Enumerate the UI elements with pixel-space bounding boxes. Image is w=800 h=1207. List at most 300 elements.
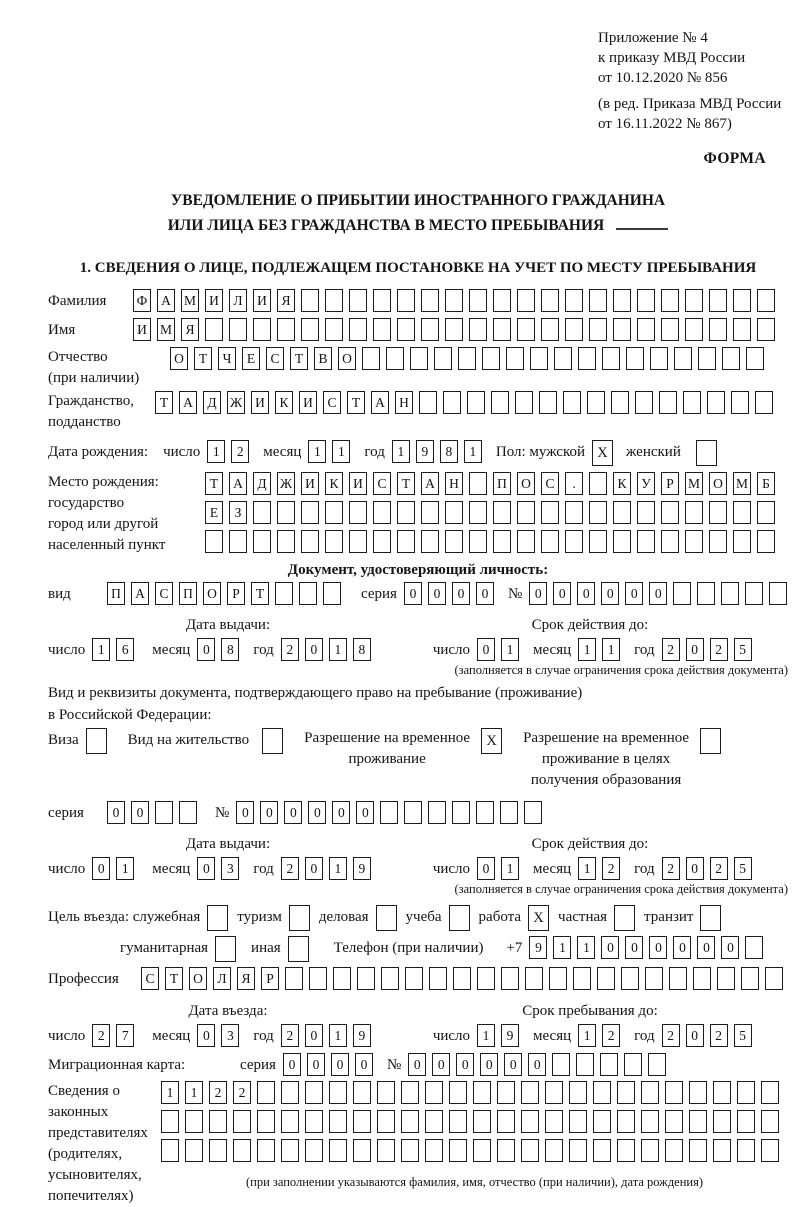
char-box — [449, 1110, 467, 1133]
char-box — [746, 347, 764, 370]
char-box: 9 — [501, 1024, 519, 1047]
field-label: месяц — [533, 1028, 572, 1044]
spacer — [490, 936, 506, 937]
char-box — [573, 967, 591, 990]
char-box — [229, 530, 247, 553]
char-box — [353, 1139, 371, 1162]
form-line — [48, 999, 788, 1023]
char-box — [349, 501, 367, 524]
char-box — [349, 289, 367, 312]
permit-valid-day-boxes — [477, 857, 525, 880]
field-label: месяц — [152, 861, 191, 877]
char-box: Т — [397, 472, 415, 495]
stay-year-boxes — [662, 1024, 758, 1047]
char-box: Т — [205, 472, 223, 495]
char-box: 1 — [329, 638, 347, 661]
char-box — [569, 1081, 587, 1104]
char-box: П — [493, 472, 511, 495]
char-box — [305, 1139, 323, 1162]
spacer — [155, 440, 163, 441]
char-box — [545, 1110, 563, 1133]
spacer — [385, 638, 433, 639]
char-box — [445, 501, 463, 524]
char-box — [445, 289, 463, 312]
field-label: число — [48, 1028, 86, 1044]
purpose-study-label: учеба — [405, 909, 442, 925]
issue-year-boxes — [281, 638, 377, 661]
char-box — [161, 1139, 179, 1162]
field-label: число — [48, 861, 86, 877]
firstname-label: Имя — [48, 322, 76, 338]
char-box — [576, 1053, 594, 1076]
field-label: серия — [361, 586, 397, 602]
char-box — [373, 289, 391, 312]
char-box: 2 — [710, 1024, 728, 1047]
char-box — [757, 501, 775, 524]
char-box — [709, 289, 727, 312]
char-box: 1 — [578, 857, 596, 880]
char-box — [600, 1053, 618, 1076]
permit-number-boxes — [236, 801, 548, 824]
char-box — [397, 318, 415, 341]
char-box — [626, 347, 644, 370]
char-box — [329, 1081, 347, 1104]
char-box — [545, 1139, 563, 1162]
char-box: С — [141, 967, 159, 990]
char-box — [301, 289, 319, 312]
char-box — [565, 318, 583, 341]
issue-date-heading: Дата выдачи: — [185, 617, 271, 633]
char-box: 2 — [92, 1024, 110, 1047]
char-box — [541, 530, 559, 553]
migration-card-label: Миграционная карта: — [48, 1057, 186, 1073]
char-box: 2 — [662, 638, 680, 661]
char-box: 0 — [480, 1053, 498, 1076]
char-box — [476, 801, 494, 824]
char-box: 2 — [710, 857, 728, 880]
appendix-line: Приложение № 4 — [598, 30, 708, 46]
field-label: (при наличии) — [48, 370, 140, 386]
char-box — [209, 1139, 227, 1162]
field-label: представителях — [48, 1125, 148, 1141]
field-label: город или другой — [48, 516, 159, 532]
char-box — [353, 1081, 371, 1104]
female-checkbox — [696, 440, 717, 466]
char-box: О — [203, 582, 221, 605]
birthplace-boxes — [205, 472, 781, 559]
char-box — [611, 391, 629, 414]
char-box — [698, 347, 716, 370]
temp-residence-label — [304, 728, 470, 770]
char-box: Б — [757, 472, 775, 495]
char-box — [155, 801, 173, 824]
purpose-official-label: Цель въезда: служебная — [48, 909, 201, 925]
char-box — [737, 1081, 755, 1104]
char-box: 7 — [116, 1024, 134, 1047]
char-box — [281, 1081, 299, 1104]
char-box: О — [338, 347, 356, 370]
permit-issue-month-boxes — [197, 857, 245, 880]
char-box — [745, 936, 763, 959]
char-box: 0 — [307, 1053, 325, 1076]
char-box — [524, 801, 542, 824]
char-box — [713, 1139, 731, 1162]
char-box: 0 — [305, 638, 323, 661]
char-box: М — [181, 289, 199, 312]
char-box: 0 — [197, 638, 215, 661]
char-box: 0 — [308, 801, 326, 824]
char-box — [405, 967, 423, 990]
purpose-work-checkbox: X — [528, 905, 549, 931]
form-title — [48, 188, 788, 238]
char-box: 0 — [197, 1024, 215, 1047]
char-box: 1 — [464, 440, 482, 463]
phone-boxes — [529, 936, 769, 959]
char-box — [757, 530, 775, 553]
form-line — [48, 967, 788, 991]
char-box — [469, 318, 487, 341]
field-label: число — [163, 444, 201, 460]
char-box — [493, 501, 511, 524]
char-box — [589, 501, 607, 524]
char-box — [761, 1139, 779, 1162]
form-line — [48, 936, 788, 962]
purpose-work-label: работа — [478, 909, 522, 925]
char-box — [401, 1110, 419, 1133]
char-box — [737, 1139, 755, 1162]
char-box: 1 — [501, 857, 519, 880]
char-box — [469, 501, 487, 524]
char-box — [587, 391, 605, 414]
char-box — [421, 530, 439, 553]
char-box — [419, 391, 437, 414]
char-box: 2 — [602, 1024, 620, 1047]
char-box — [253, 530, 271, 553]
section-1-heading: 1. СВЕДЕНИЯ О ЛИЦЕ, ПОДЛЕЖАЩЕМ ПОСТАНОВКЕ НА УЧЕТ ПО МЕСТУ ПРЕБЫВАНИЯ — [79, 260, 757, 276]
residence-doc-text-2: в Российской Федерации: — [48, 707, 212, 723]
char-box — [661, 289, 679, 312]
form-label: ФОРМА — [703, 150, 766, 167]
char-box — [709, 530, 727, 553]
entry-year-boxes — [281, 1024, 377, 1047]
char-box — [329, 1139, 347, 1162]
char-box — [685, 501, 703, 524]
char-box: 1 — [578, 1024, 596, 1047]
entry-date-heading: Дата въезда: — [188, 1003, 268, 1019]
char-box — [521, 1081, 539, 1104]
char-box-row — [161, 1081, 788, 1104]
char-box: И — [299, 391, 317, 414]
field-label: год — [253, 861, 274, 877]
char-box — [637, 318, 655, 341]
char-box: 0 — [477, 638, 495, 661]
permit-issue-year-boxes — [281, 857, 377, 880]
char-box — [299, 582, 317, 605]
char-box — [545, 1081, 563, 1104]
purpose-tourism-label: туризм — [237, 909, 282, 925]
char-box: 0 — [697, 936, 715, 959]
char-box — [589, 289, 607, 312]
char-box-row — [161, 1110, 788, 1133]
char-box: 9 — [353, 857, 371, 880]
char-box — [521, 1139, 539, 1162]
char-box: Т — [347, 391, 365, 414]
char-box — [477, 967, 495, 990]
char-box: 2 — [281, 1024, 299, 1047]
char-box — [569, 1139, 587, 1162]
char-box — [421, 501, 439, 524]
phone-prefix: +7 — [506, 940, 523, 956]
form-line — [48, 347, 788, 389]
char-box — [445, 530, 463, 553]
char-box: 2 — [281, 857, 299, 880]
char-box — [421, 318, 439, 341]
char-box: И — [253, 289, 271, 312]
char-box — [469, 530, 487, 553]
migration-series-boxes — [283, 1053, 379, 1076]
spacer — [385, 1024, 433, 1025]
char-box: 0 — [477, 857, 495, 880]
permit-valid-heading: Срок действия до: — [531, 836, 649, 852]
char-box — [377, 1081, 395, 1104]
birthdate-label: Дата рождения: — [48, 444, 149, 460]
char-box: 5 — [734, 1024, 752, 1047]
visa-checkbox — [86, 728, 107, 754]
char-box — [381, 967, 399, 990]
char-box — [621, 967, 639, 990]
issue-day-boxes — [92, 638, 140, 661]
char-box: 2 — [662, 1024, 680, 1047]
char-box: С — [373, 472, 391, 495]
char-box: А — [421, 472, 439, 495]
field-label: год — [364, 444, 385, 460]
char-box — [707, 391, 725, 414]
char-box — [569, 1110, 587, 1133]
char-box: 0 — [428, 582, 446, 605]
char-box: . — [565, 472, 583, 495]
char-box: 1 — [578, 638, 596, 661]
char-box — [449, 1081, 467, 1104]
form-line — [48, 613, 788, 637]
revision-line: от 16.11.2022 № 867) — [598, 116, 732, 132]
valid-month-boxes — [578, 638, 626, 661]
char-box: 1 — [161, 1081, 179, 1104]
appendix-line: от 10.12.2020 № 856 — [598, 70, 728, 86]
char-box — [637, 289, 655, 312]
char-box — [404, 801, 422, 824]
char-box — [333, 967, 351, 990]
char-box: Т — [290, 347, 308, 370]
char-box — [493, 318, 511, 341]
char-box — [357, 967, 375, 990]
char-box — [737, 1110, 755, 1133]
char-box: П — [179, 582, 197, 605]
char-box — [253, 318, 271, 341]
field-label: № — [507, 586, 523, 602]
permit-issue-heading: Дата выдачи: — [185, 836, 271, 852]
citizenship-boxes — [155, 391, 779, 414]
char-box — [539, 391, 557, 414]
field-label: (родителях, — [48, 1146, 123, 1162]
appendix-reference — [598, 28, 788, 134]
char-box: Т — [155, 391, 173, 414]
char-box: 0 — [721, 936, 739, 959]
char-box — [709, 501, 727, 524]
char-box: И — [251, 391, 269, 414]
char-box: А — [179, 391, 197, 414]
field-label: попечителях) — [48, 1188, 134, 1204]
field-label: государство — [48, 495, 125, 511]
char-box: З — [229, 501, 247, 524]
spacer — [385, 857, 433, 858]
form-line — [48, 472, 788, 559]
char-box — [733, 530, 751, 553]
char-box — [277, 501, 295, 524]
char-box — [425, 1139, 443, 1162]
char-box — [541, 318, 559, 341]
doc-number-boxes — [529, 582, 793, 605]
char-box — [506, 347, 524, 370]
char-box — [309, 967, 327, 990]
field-label: законных — [48, 1104, 109, 1120]
char-box — [493, 289, 511, 312]
field-label: месяц — [152, 642, 191, 658]
patronymic-boxes — [170, 347, 770, 370]
char-box: 1 — [577, 936, 595, 959]
doc-type-boxes — [107, 582, 347, 605]
char-box: 0 — [673, 936, 691, 959]
valid-until-heading: Срок действия до: — [531, 617, 649, 633]
char-box: 1 — [329, 1024, 347, 1047]
char-box-row — [205, 472, 781, 495]
char-box: С — [266, 347, 284, 370]
char-box — [386, 347, 404, 370]
char-box: 0 — [686, 857, 704, 880]
char-box — [377, 1139, 395, 1162]
field-label: проживание — [348, 751, 426, 767]
char-box — [469, 472, 487, 495]
purpose-transit-checkbox — [700, 905, 721, 931]
char-box: А — [131, 582, 149, 605]
char-box — [697, 582, 715, 605]
char-box — [617, 1139, 635, 1162]
purpose-humanitarian-checkbox — [215, 936, 236, 962]
char-box: В — [314, 347, 332, 370]
char-box — [277, 530, 295, 553]
char-box: И — [349, 472, 367, 495]
char-box — [685, 530, 703, 553]
char-box — [491, 391, 509, 414]
field-label: Гражданство, — [48, 393, 135, 409]
residence-permit-label: Вид на жительство — [127, 732, 250, 748]
migration-number-boxes — [408, 1053, 672, 1076]
char-box — [373, 318, 391, 341]
char-box — [397, 289, 415, 312]
residence-permit-checkbox — [262, 728, 283, 754]
char-box — [721, 582, 739, 605]
char-box: 3 — [221, 1024, 239, 1047]
char-box — [613, 530, 631, 553]
field-label: год — [634, 861, 655, 877]
char-box: 2 — [602, 857, 620, 880]
stay-month-boxes — [578, 1024, 626, 1047]
char-box: 0 — [625, 936, 643, 959]
char-box: Я — [277, 289, 295, 312]
char-box — [589, 530, 607, 553]
char-box — [277, 318, 295, 341]
char-box — [757, 318, 775, 341]
char-box — [305, 1081, 323, 1104]
char-box-row — [205, 501, 781, 524]
char-box — [353, 1110, 371, 1133]
char-box: 2 — [281, 638, 299, 661]
char-box — [665, 1081, 683, 1104]
char-box — [449, 1139, 467, 1162]
char-box — [362, 347, 380, 370]
spacer — [116, 728, 128, 729]
representatives-group — [161, 1081, 788, 1190]
entry-day-boxes — [92, 1024, 140, 1047]
field-label: Отчество — [48, 349, 108, 365]
char-box: Д — [253, 472, 271, 495]
char-box — [325, 289, 343, 312]
appendix-line: к приказу МВД России — [598, 50, 746, 66]
char-box: 2 — [662, 857, 680, 880]
char-box — [541, 501, 559, 524]
gender-male-label: Пол: мужской — [495, 444, 586, 460]
char-box — [602, 347, 620, 370]
spacer — [318, 936, 334, 937]
char-box: О — [517, 472, 535, 495]
char-box: 1 — [116, 857, 134, 880]
stay-until-heading: Срок пребывания до: — [522, 1003, 658, 1019]
permit-issue-day-boxes — [92, 857, 140, 880]
representatives-label — [48, 1081, 154, 1207]
char-box: 0 — [601, 936, 619, 959]
char-box: Л — [229, 289, 247, 312]
char-box: Р — [227, 582, 245, 605]
char-box: Е — [205, 501, 223, 524]
char-box: 1 — [477, 1024, 495, 1047]
char-box — [617, 1110, 635, 1133]
char-box: 2 — [231, 440, 249, 463]
char-box: Ж — [227, 391, 245, 414]
char-box — [401, 1139, 419, 1162]
field-label: месяц — [152, 1028, 191, 1044]
char-box: С — [323, 391, 341, 414]
char-box: 1 — [207, 440, 225, 463]
char-box — [685, 318, 703, 341]
char-box: 0 — [408, 1053, 426, 1076]
phone-label: Телефон (при наличии) — [333, 940, 484, 956]
char-box — [661, 501, 679, 524]
char-box — [275, 582, 293, 605]
char-box: 1 — [553, 936, 571, 959]
char-box — [669, 967, 687, 990]
char-box — [467, 391, 485, 414]
form-line — [48, 289, 788, 313]
char-box — [473, 1110, 491, 1133]
char-box: 0 — [686, 638, 704, 661]
char-box: М — [157, 318, 175, 341]
char-box — [325, 501, 343, 524]
char-box — [765, 967, 783, 990]
spacer — [292, 728, 304, 729]
char-box: 0 — [92, 857, 110, 880]
char-box: К — [325, 472, 343, 495]
char-box — [761, 1081, 779, 1104]
char-box — [563, 391, 581, 414]
